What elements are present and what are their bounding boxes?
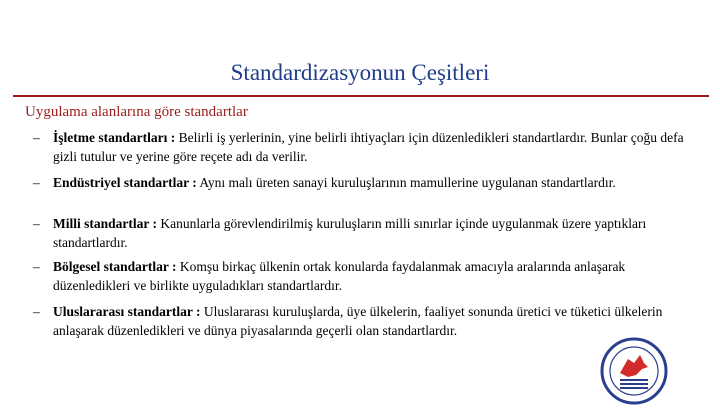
list-item-term: İşletme standartları :	[53, 130, 176, 145]
list-item-term: Milli standartlar :	[53, 216, 157, 231]
list-item-description: Belirli iş yerlerinin, yine belirli ihtiyaçları için düzenledikleri standartlardır. Bunlar çoğu defa gizli tutulur ve yerine göre reçete adı da verilir.	[53, 130, 684, 164]
section-subtitle: Uygulama alanlarına göre standartlar	[25, 104, 248, 120]
list-item-description: Kanunlarla görevlendirilmiş kuruluşların milli sınırlar içinde uygulanmak üzere yaptıkları standartlardır.	[53, 216, 647, 250]
list-item	[33, 128, 703, 166]
list-item-description: Uluslararası kuruluşlarda, üye ülkelerin, faaliyet sonunda üretici ve tüketici ülkelerin anlaşarak düzenledikleri ve dünya piyasalarında geçerli olan standartlardır.	[53, 304, 663, 338]
list-item-text	[53, 173, 703, 192]
bullet-dash: –	[33, 259, 40, 274]
list-item-description: Komşu birkaç ülkenin ortak konularda faydalanmak amacıyla aralarında anlaşarak düzenledikleri ve birlikte uyguladıkları standartlardır.	[53, 259, 626, 293]
list-item-term: Uluslararası standartlar :	[53, 304, 201, 319]
bullet-dash: –	[33, 216, 40, 231]
list-item	[33, 257, 703, 295]
slide-title: Standardizasyonun Çeşitleri	[230, 60, 490, 85]
title-divider	[13, 95, 709, 97]
bullet-dash: –	[33, 130, 40, 145]
list-item-term: Bölgesel standartlar :	[53, 259, 177, 274]
list-item	[33, 173, 703, 192]
bullet-dash: –	[33, 304, 40, 319]
list-item-text	[53, 214, 703, 252]
bullet-dash: –	[33, 175, 40, 190]
list-item-description: Aynı malı üreten sanayi kuruluşlarının mamullerine uygulanan standartlardır.	[196, 175, 616, 190]
university-seal-icon	[598, 333, 670, 405]
list-item	[33, 214, 703, 252]
list-item-text	[53, 128, 703, 166]
list-item-text	[53, 257, 703, 295]
list-item-term: Endüstriyel standartlar :	[53, 175, 197, 190]
